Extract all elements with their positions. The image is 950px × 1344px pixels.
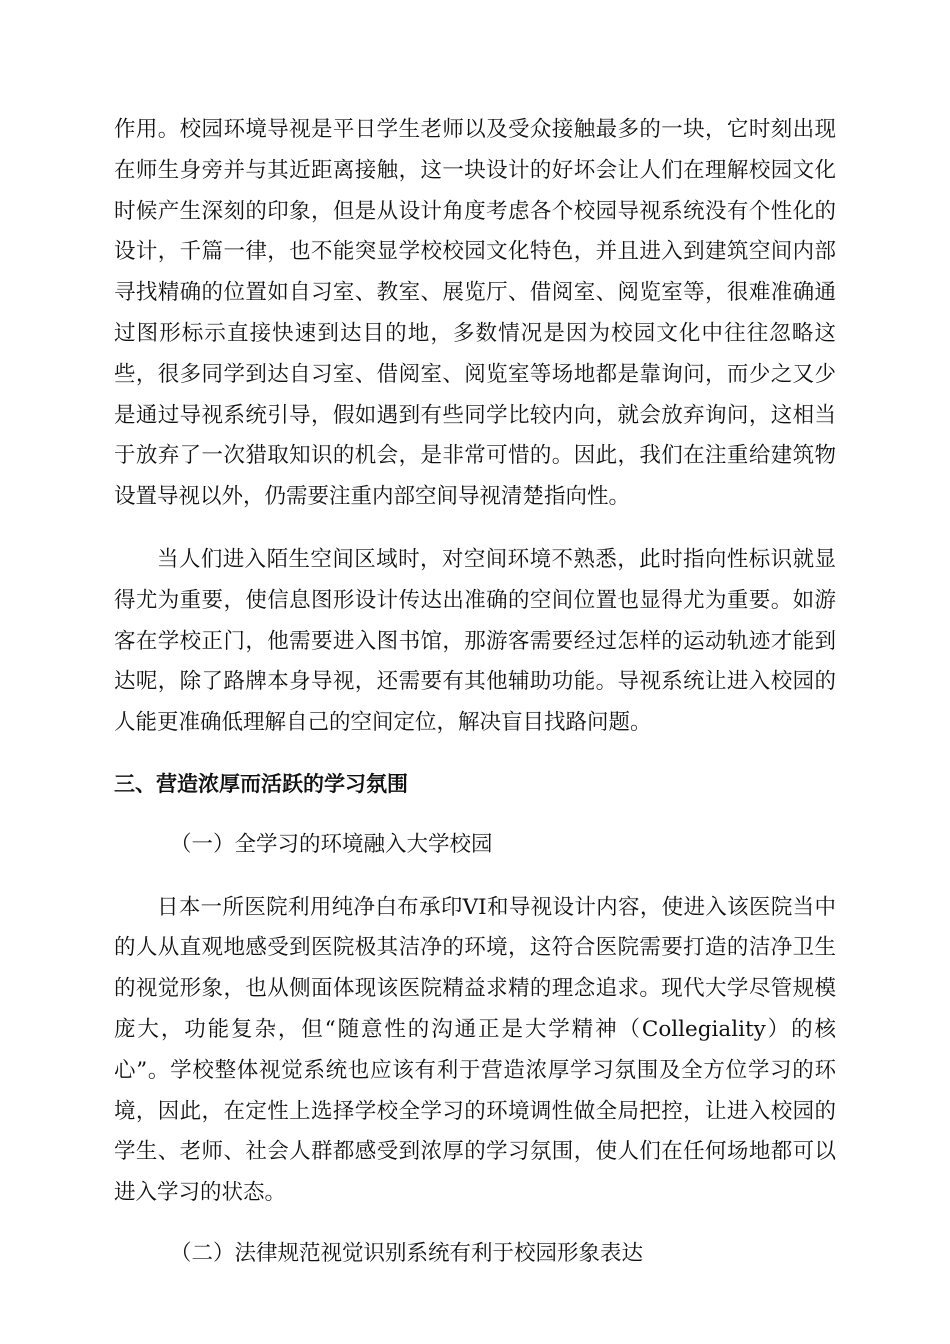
- document-page: [114, 110, 836, 1275]
- paragraph-wayfinding: 当人们进入陌生空间区域时，对空间环境不熟悉，此时指向性标识就显得尤为重要，使信息图形设计传达出准确的空间位置也显得尤为重要。如游客在学校正门，他需要进入图书馆，那游客需要经过怎样的运动轨迹才能到达呢，除了路牌本身导视，还需要有其他辅助功能。导视系统让进入校园的人能更准确低理解自己的空间定位，解决盲目找路问题。: [114, 546, 836, 736]
- section-heading: 三、营造浓厚而活跃的学习氛围: [114, 771, 408, 796]
- subsection-heading-2: （二）法律规范视觉识别系统有利于校园形象表达: [170, 1240, 644, 1266]
- paragraph-learning-environment: 日本一所医院利用纯净白布承印VI和导视设计内容，使进入该医院当中的人从直观地感受到医院极其洁净的环境，这符合医院需要打造的洁净卫生的视觉形象，也从侧面体现该医院精益求精的理念追求。现代大学尽管规模庞大，功能复杂，但“随意性的沟通正是大学精神（Collegiality）的核心”。学校整体视觉系统也应该有利于营造浓厚学习氛围及全方位学习的环境，因此，在定性上选择学校全学习的环境调性做全局把控，让进入校园的学生、老师、社会人群都感受到浓厚的学习氛围，使人们在任何场地都可以进入学习的状态。: [114, 894, 836, 1206]
- subsection-heading-1: （一）全学习的环境融入大学校园: [170, 831, 493, 857]
- paragraph-continuation: 作用。校园环境导视是平日学生老师以及受众接触最多的一块，它时刻出现在师生身旁并与其近距离接触，这一块设计的好坏会让人们在理解校园文化时候产生深刻的印象，但是从设计角度考虑各个校园导视系统没有个性化的设计，千篇一律，也不能突显学校校园文化特色，并且进入到建筑空间内部寻找精确的位置如自习室、教室、展览厅、借阅室、阅览室等，很难准确通过图形标示直接快速到达目的地，多数情况是因为校园文化中往往忽略这些，很多同学到达自习室、借阅室、阅览室等场地都是靠询问，而少之又少是通过导视系统引导，假如遇到有些同学比较内向，就会放弃询问，这相当于放弃了一次猎取知识的机会，是非常可惜的。因此，我们在注重给建筑物设置导视以外，仍需要注重内部空间导视清楚指向性。: [114, 117, 836, 510]
